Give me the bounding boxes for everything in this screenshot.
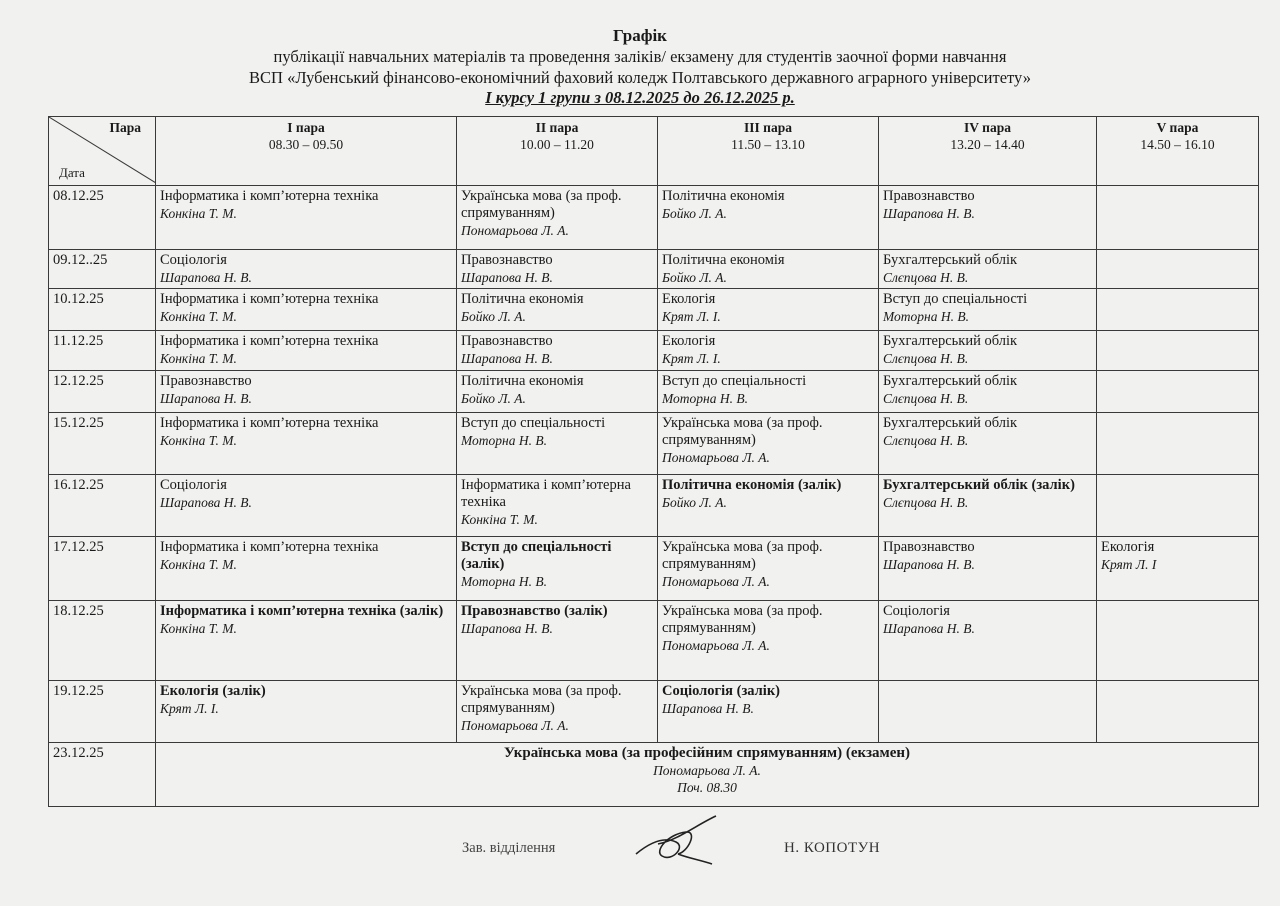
teacher-name: Моторна Н. В. bbox=[883, 309, 969, 324]
subject-name: Українська мова (за проф. спрямуванням) bbox=[461, 188, 622, 221]
subject-name: Правознавство (залік) bbox=[461, 603, 608, 619]
lesson-cell bbox=[156, 413, 457, 475]
subject-name: Політична економія bbox=[662, 252, 785, 268]
handwritten-signature bbox=[628, 814, 728, 874]
subject-name: Правознавство bbox=[160, 373, 252, 389]
lesson-cell bbox=[457, 289, 658, 331]
table-row bbox=[49, 331, 1259, 371]
teacher-name: Крят Л. І bbox=[1101, 557, 1157, 572]
teacher-name: Слєпцова Н. В. bbox=[883, 270, 969, 285]
date-cell: 19.12.25 bbox=[49, 681, 156, 743]
teacher-name: Моторна Н. В. bbox=[461, 433, 547, 448]
period-time: 10.00 – 11.20 bbox=[520, 137, 594, 152]
lesson-cell bbox=[879, 371, 1097, 413]
teacher-name: Бойко Л. А. bbox=[662, 206, 727, 221]
teacher-name: Моторна Н. В. bbox=[662, 391, 748, 406]
lesson-cell bbox=[457, 250, 658, 289]
subject-name: Соціологія bbox=[160, 252, 227, 268]
document-subtitle-line-1: публікації навчальних матеріалів та проведення заліків/ екзамену для студентів заочної форми навчання bbox=[273, 47, 1007, 66]
lesson-cell bbox=[1097, 475, 1259, 537]
subject-name: Вступ до спеціальності bbox=[461, 415, 606, 431]
subject-name: Політична економія bbox=[461, 373, 584, 389]
lesson-cell bbox=[1097, 289, 1259, 331]
period-name: І пара bbox=[287, 120, 325, 135]
teacher-name: Крят Л. І. bbox=[662, 351, 721, 366]
teacher-name: Моторна Н. В. bbox=[461, 574, 547, 589]
lesson-cell bbox=[457, 371, 658, 413]
period-time: 11.50 – 13.10 bbox=[731, 137, 805, 152]
teacher-name: Бойко Л. А. bbox=[461, 391, 526, 406]
lesson-cell bbox=[156, 186, 457, 250]
signatory-name: Н. КОПОТУН bbox=[784, 840, 881, 856]
table-row bbox=[49, 186, 1259, 250]
period-header-4 bbox=[879, 117, 1097, 186]
subject-name: Українська мова (за проф. спрямуванням) bbox=[662, 415, 823, 448]
exam-date: 23.12.25 bbox=[49, 743, 156, 807]
teacher-name: Пономарьова Л. А. bbox=[662, 574, 770, 589]
teacher-name: Пономарьова Л. А. bbox=[461, 223, 569, 238]
exam-teacher: Пономарьова Л. А. bbox=[653, 763, 761, 778]
lesson-cell bbox=[156, 475, 457, 537]
subject-name: Інформатика і комп’ютерна техніка bbox=[160, 188, 379, 204]
lesson-cell bbox=[879, 681, 1097, 743]
subject-name: Інформатика і комп’ютерна техніка bbox=[461, 477, 631, 510]
period-header-5 bbox=[1097, 117, 1259, 186]
subject-name: Бухгалтерський облік bbox=[883, 333, 1018, 349]
document-title: Графік bbox=[613, 26, 667, 45]
lesson-cell bbox=[156, 681, 457, 743]
teacher-name: Пономарьова Л. А. bbox=[461, 718, 569, 733]
date-cell: 16.12.25 bbox=[49, 475, 156, 537]
teacher-name: Шарапова Н. В. bbox=[883, 206, 975, 221]
teacher-name: Конкіна Т. М. bbox=[160, 206, 237, 221]
teacher-name: Шарапова Н. В. bbox=[461, 270, 553, 285]
lesson-cell bbox=[457, 601, 658, 681]
exam-start-time: Поч. 08.30 bbox=[677, 780, 737, 795]
table-row bbox=[49, 413, 1259, 475]
table-row bbox=[49, 601, 1259, 681]
lesson-cell bbox=[879, 186, 1097, 250]
subject-name: Бухгалтерський облік bbox=[883, 415, 1018, 431]
period-name: V пара bbox=[1156, 120, 1199, 135]
period-name: ІІІ пара bbox=[744, 120, 792, 135]
lesson-cell bbox=[1097, 250, 1259, 289]
corner-header-cell bbox=[49, 117, 156, 186]
schedule-body bbox=[49, 186, 1259, 743]
lesson-cell bbox=[457, 681, 658, 743]
teacher-name: Конкіна Т. М. bbox=[160, 433, 237, 448]
teacher-name: Конкіна Т. М. bbox=[461, 512, 538, 527]
teacher-name: Шарапова Н. В. bbox=[883, 621, 975, 636]
teacher-name: Конкіна Т. М. bbox=[160, 351, 237, 366]
lesson-cell bbox=[879, 601, 1097, 681]
exam-subject: Українська мова (за професійним спрямуванням) (екзамен) bbox=[503, 745, 911, 761]
teacher-name: Шарапова Н. В. bbox=[160, 495, 252, 510]
lesson-cell bbox=[1097, 601, 1259, 681]
lesson-cell bbox=[1097, 371, 1259, 413]
subject-name: Екологія bbox=[662, 333, 716, 349]
subject-name: Бухгалтерський облік bbox=[883, 252, 1018, 268]
lesson-cell bbox=[457, 186, 658, 250]
lesson-cell bbox=[879, 537, 1097, 601]
teacher-name: Слєпцова Н. В. bbox=[883, 391, 969, 406]
lesson-cell bbox=[1097, 537, 1259, 601]
lesson-cell bbox=[658, 250, 879, 289]
subject-name: Екологія bbox=[1101, 539, 1155, 555]
date-cell: 12.12.25 bbox=[49, 371, 156, 413]
teacher-name: Бойко Л. А. bbox=[662, 495, 727, 510]
date-cell: 10.12.25 bbox=[49, 289, 156, 331]
lesson-cell bbox=[879, 289, 1097, 331]
subject-name: Екологія bbox=[662, 291, 716, 307]
subject-name: Інформатика і комп’ютерна техніка bbox=[160, 539, 379, 555]
lesson-cell bbox=[156, 250, 457, 289]
subject-name: Правознавство bbox=[883, 188, 975, 204]
teacher-name: Конкіна Т. М. bbox=[160, 309, 237, 324]
period-header-1 bbox=[156, 117, 457, 186]
subject-name: Вступ до спеціальності bbox=[662, 373, 807, 389]
lesson-cell bbox=[457, 413, 658, 475]
lesson-cell bbox=[879, 413, 1097, 475]
subject-name: Інформатика і комп’ютерна техніка bbox=[160, 333, 379, 349]
subject-name: Бухгалтерський облік (залік) bbox=[883, 477, 1075, 493]
lesson-cell bbox=[658, 413, 879, 475]
course-group-period: І курсу 1 групи з 08.12.2025 до 26.12.2025 р. bbox=[485, 88, 795, 107]
lesson-cell bbox=[457, 537, 658, 601]
document-subtitle-line-2: ВСП «Лубенський фінансово-економічний фаховий коледж Полтавського державного аграрного університету» bbox=[249, 68, 1031, 87]
date-cell: 15.12.25 bbox=[49, 413, 156, 475]
subject-name: Політична економія bbox=[461, 291, 584, 307]
subject-name: Вступ до спеціальності bbox=[883, 291, 1028, 307]
lesson-cell bbox=[457, 331, 658, 371]
teacher-name: Шарапова Н. В. bbox=[662, 701, 754, 716]
period-name: ІV пара bbox=[964, 120, 1011, 135]
corner-para-label: Пара bbox=[109, 120, 141, 135]
subject-name: Інформатика і комп’ютерна техніка (залік) bbox=[160, 603, 444, 619]
teacher-name: Конкіна Т. М. bbox=[160, 557, 237, 572]
teacher-name: Шарапова Н. В. bbox=[461, 351, 553, 366]
table-row bbox=[49, 289, 1259, 331]
period-time: 13.20 – 14.40 bbox=[950, 137, 1025, 152]
lesson-cell bbox=[658, 537, 879, 601]
subject-name: Українська мова (за проф. спрямуванням) bbox=[662, 539, 823, 572]
table-row bbox=[49, 681, 1259, 743]
lesson-cell bbox=[1097, 331, 1259, 371]
lesson-cell bbox=[658, 601, 879, 681]
lesson-cell bbox=[156, 331, 457, 371]
teacher-name: Бойко Л. А. bbox=[662, 270, 727, 285]
lesson-cell bbox=[658, 475, 879, 537]
date-cell: 08.12.25 bbox=[49, 186, 156, 250]
subject-name: Українська мова (за проф. спрямуванням) bbox=[662, 603, 823, 636]
lesson-cell bbox=[658, 331, 879, 371]
corner-date-label: Дата bbox=[59, 165, 85, 180]
exam-cell bbox=[156, 743, 1259, 807]
lesson-cell bbox=[879, 250, 1097, 289]
subject-name: Політична економія bbox=[662, 188, 785, 204]
teacher-name: Шарапова Н. В. bbox=[883, 557, 975, 572]
lesson-cell bbox=[879, 331, 1097, 371]
teacher-name: Слєпцова Н. В. bbox=[883, 351, 969, 366]
subject-name: Правознавство bbox=[461, 252, 553, 268]
subject-name: Політична економія (залік) bbox=[662, 477, 842, 493]
table-header-row bbox=[49, 117, 1259, 186]
subject-name: Вступ до спеціальності (залік) bbox=[461, 539, 612, 572]
subject-name: Екологія (залік) bbox=[160, 683, 266, 699]
period-header-2 bbox=[457, 117, 658, 186]
period-name: ІІ пара bbox=[535, 120, 579, 135]
date-cell: 09.12..25 bbox=[49, 250, 156, 289]
period-header-3 bbox=[658, 117, 879, 186]
signatory-role: Зав. відділення bbox=[462, 840, 556, 856]
lesson-cell bbox=[1097, 186, 1259, 250]
lesson-cell bbox=[156, 371, 457, 413]
lesson-cell bbox=[879, 475, 1097, 537]
subject-name: Соціологія bbox=[160, 477, 227, 493]
subject-name: Бухгалтерський облік bbox=[883, 373, 1018, 389]
table-row bbox=[49, 371, 1259, 413]
lesson-cell bbox=[1097, 413, 1259, 475]
subject-name: Соціологія bbox=[883, 603, 950, 619]
table-row bbox=[49, 475, 1259, 537]
period-time: 08.30 – 09.50 bbox=[268, 137, 344, 152]
teacher-name: Пономарьова Л. А. bbox=[662, 450, 770, 465]
document-header bbox=[0, 26, 1280, 108]
teacher-name: Бойко Л. А. bbox=[461, 309, 526, 324]
subject-name: Інформатика і комп’ютерна техніка bbox=[160, 415, 379, 431]
teacher-name: Крят Л. І. bbox=[160, 701, 219, 716]
lesson-cell bbox=[658, 681, 879, 743]
lesson-cell bbox=[658, 371, 879, 413]
teacher-name: Шарапова Н. В. bbox=[461, 621, 553, 636]
exam-row bbox=[49, 743, 1259, 807]
lesson-cell bbox=[658, 186, 879, 250]
signature-block bbox=[0, 840, 1280, 880]
lesson-cell bbox=[156, 537, 457, 601]
teacher-name: Конкіна Т. М. bbox=[160, 621, 237, 636]
subject-name: Українська мова (за проф. спрямуванням) bbox=[461, 683, 622, 716]
table-row bbox=[49, 537, 1259, 601]
date-cell: 17.12.25 bbox=[49, 537, 156, 601]
teacher-name: Пономарьова Л. А. bbox=[662, 638, 770, 653]
lesson-cell bbox=[1097, 681, 1259, 743]
date-cell: 11.12.25 bbox=[49, 331, 156, 371]
lesson-cell bbox=[156, 601, 457, 681]
subject-name: Правознавство bbox=[461, 333, 553, 349]
lesson-cell bbox=[156, 289, 457, 331]
lesson-cell bbox=[658, 289, 879, 331]
lesson-cell bbox=[457, 475, 658, 537]
period-time: 14.50 – 16.10 bbox=[1140, 137, 1215, 152]
teacher-name: Шарапова Н. В. bbox=[160, 270, 252, 285]
schedule-table bbox=[48, 116, 1259, 807]
table-row bbox=[49, 250, 1259, 289]
teacher-name: Крят Л. І. bbox=[662, 309, 721, 324]
teacher-name: Шарапова Н. В. bbox=[160, 391, 252, 406]
teacher-name: Слєпцова Н. В. bbox=[883, 495, 969, 510]
subject-name: Інформатика і комп’ютерна техніка bbox=[160, 291, 379, 307]
subject-name: Правознавство bbox=[883, 539, 975, 555]
subject-name: Соціологія (залік) bbox=[662, 683, 781, 699]
date-cell: 18.12.25 bbox=[49, 601, 156, 681]
teacher-name: Слєпцова Н. В. bbox=[883, 433, 969, 448]
exam-body bbox=[49, 743, 1259, 807]
